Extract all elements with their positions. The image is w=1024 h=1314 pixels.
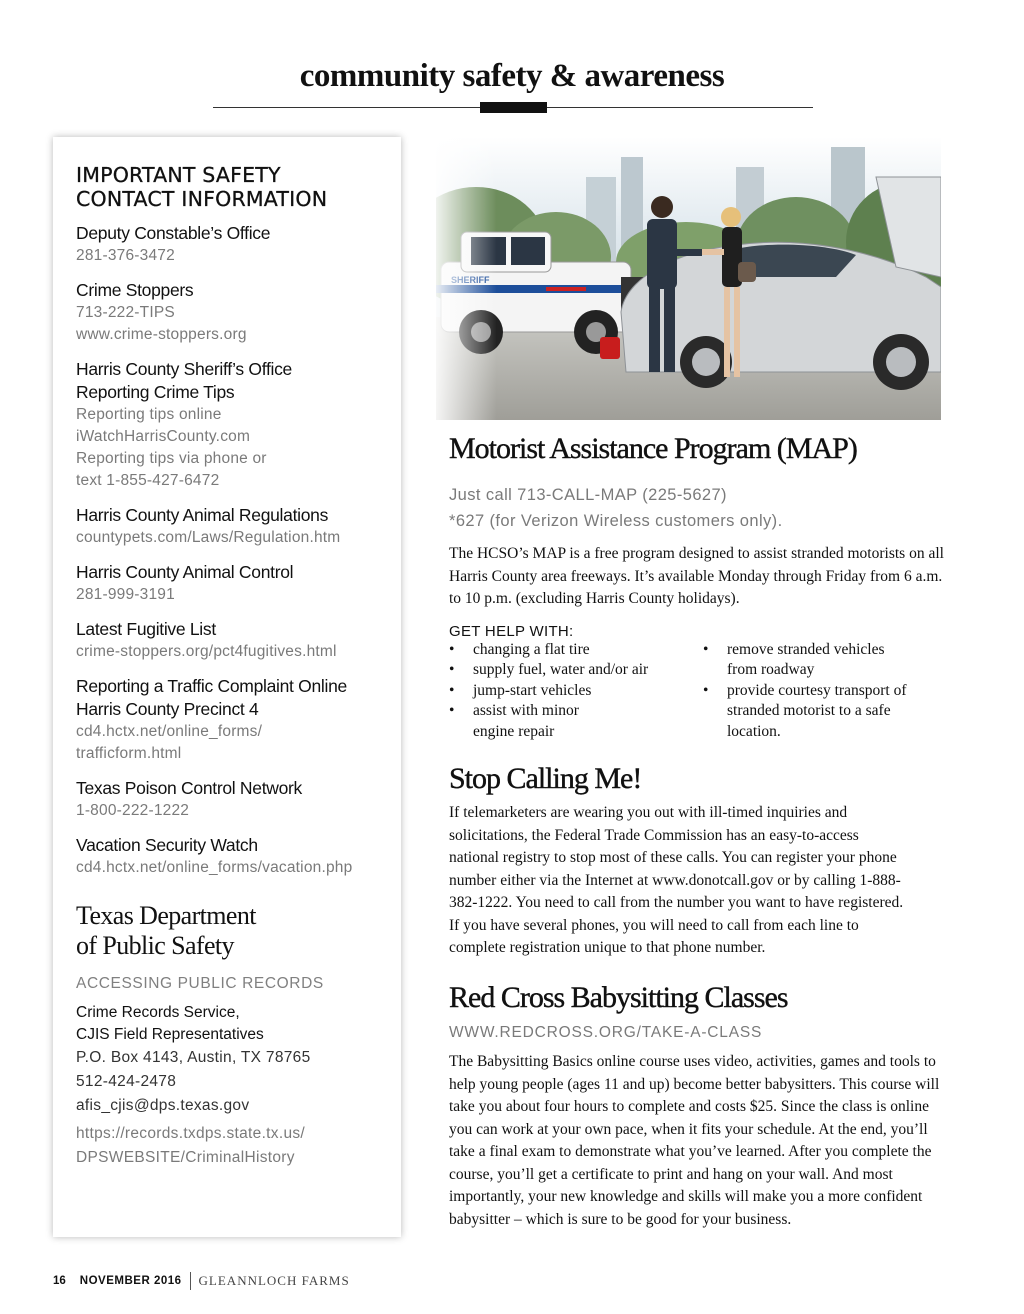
list-item: • changing a flat tire	[449, 640, 703, 661]
publication-name: GLEANNLOCH FARMS	[198, 1273, 350, 1288]
contact-title: Vacation Security Watch	[76, 835, 258, 855]
contact-title: Latest Fugitive List	[76, 619, 216, 639]
contact-phone: 1-800-222-1222	[76, 802, 190, 819]
map-body: The HCSO’s MAP is a free program designed to assist stranded motorists on all Harris County area freeways. It’s available Monday through Friday from 6 a.m. to 10 p.m. (excluding Harris County holidays).	[449, 545, 944, 607]
photo-illustration	[436, 137, 941, 420]
contact-fugitive-list	[76, 618, 379, 663]
sheriff-assist-photo	[436, 137, 941, 420]
contact-animal-regulations	[76, 504, 379, 549]
map-details	[449, 482, 944, 742]
dps-link-line2[interactable]: DPSWEBSITE/CriminalHistory	[76, 1149, 295, 1166]
contact-line: Reporting tips via phone or	[76, 450, 267, 467]
issue-month: NOVEMBER 2016	[79, 1275, 182, 1287]
footer-divider	[190, 1272, 191, 1290]
get-help-list-left	[449, 640, 703, 743]
contact-title: Reporting a Traffic Complaint Online	[76, 676, 347, 696]
map-verizon-line: *627 (for Verizon Wireless customers only).	[449, 512, 783, 530]
dps-bold-line2: CJIS Field Representatives	[76, 1026, 264, 1043]
stop-calling-section	[449, 762, 944, 960]
dps-phone: 512-424-2478	[76, 1073, 177, 1090]
map-section	[449, 432, 944, 466]
sidebar-heading-line1: IMPORTANT SAFETY	[76, 163, 281, 187]
contact-title: Harris County Animal Control	[76, 562, 294, 582]
contact-link[interactable]: cd4.hctx.net/online_forms/	[76, 723, 263, 740]
red-cross-section	[449, 981, 944, 1231]
contact-deputy-constable	[76, 222, 379, 267]
contact-subtitle: Harris County Precinct 4	[76, 699, 259, 719]
contact-phone: 281-999-3191	[76, 586, 175, 603]
sidebar-heading	[76, 163, 379, 211]
contact-phone: 713-222-TIPS	[76, 304, 175, 321]
contact-traffic-complaint	[76, 675, 379, 765]
contact-sheriff-office	[76, 358, 379, 492]
page-title: community safety & awareness	[299, 58, 725, 94]
dps-address: P.O. Box 4143, Austin, TX 78765	[76, 1049, 311, 1066]
contact-title: Texas Poison Control Network	[76, 778, 303, 798]
contact-link[interactable]: trafficform.html	[76, 745, 182, 762]
list-item: • remove stranded vehicles from roadway	[703, 640, 903, 681]
stop-calling-heading: Stop Calling Me!	[449, 762, 642, 795]
dps-heading-line1: Texas Department	[76, 901, 256, 930]
contact-phone: 281-376-3472	[76, 247, 175, 264]
contact-title: Deputy Constable’s Office	[76, 223, 271, 243]
contact-crime-stoppers	[76, 279, 379, 346]
page-number: 16	[53, 1275, 66, 1287]
sidebar-heading-line2: CONTACT INFORMATION	[76, 187, 328, 211]
red-cross-link[interactable]: WWW.REDCROSS.ORG/TAKE-A-CLASS	[449, 1024, 763, 1041]
contact-link[interactable]: crime-stoppers.org/pct4fugitives.html	[76, 643, 337, 660]
dps-heading-line2: of Public Safety	[76, 931, 234, 960]
contact-vacation-watch	[76, 834, 379, 879]
contact-poison-control	[76, 777, 379, 822]
contact-subtitle: Reporting Crime Tips	[76, 382, 235, 402]
contact-link[interactable]: cd4.hctx.net/online_forms/vacation.php	[76, 859, 353, 876]
safety-contacts-sidebar	[53, 137, 401, 1237]
contact-title: Crime Stoppers	[76, 280, 194, 300]
contact-line: Reporting tips online	[76, 406, 222, 423]
list-item: • jump-start vehicles	[449, 681, 703, 702]
contact-link[interactable]: iWatchHarrisCounty.com	[76, 428, 251, 445]
get-help-list-right	[703, 640, 923, 743]
header-rule-block	[480, 102, 547, 113]
get-help-list	[449, 640, 944, 743]
contact-link[interactable]: countypets.com/Laws/Regulation.htm	[76, 529, 341, 546]
contact-title: Harris County Sheriff’s Office	[76, 359, 292, 379]
list-item: • supply fuel, water and/or air	[449, 660, 703, 681]
dps-subtitle: ACCESSING PUBLIC RECORDS	[76, 975, 324, 992]
page-header	[0, 58, 1024, 95]
stop-calling-body: If telemarketers are wearing you out with ill-timed inquiries and solicitations, the Federal Trade Commission has an easy-to-access national registry to stop most of these calls. You can register your phone number either via the Internet at www.donotcall.gov or by calling 1-888-382-1222. You need to call from the number you want to have registered. If you have several phones, you will need to call from each line to complete registration unique to that phone number.	[449, 804, 904, 956]
map-heading: Motorist Assistance Program (MAP)	[449, 432, 857, 465]
red-cross-body: The Babysitting Basics online course uses video, activities, games and tools to help young people (ages 11 and up) become better babysitters. This course will take you about four hours to complete and costs $25. Since the class is online you can work at your own pace, when it fits your schedule. At the end, you’ll take a final exam to demonstrate what you’ve learned. After you complete the course, you’ll get a certificate to print and hang on your wall. And most importantly, your new knowledge and skills will make you a more confident babysitter – which is sure to be good for your business.	[449, 1053, 940, 1228]
get-help-heading: GET HELP WITH:	[449, 622, 574, 640]
dps-heading	[76, 901, 379, 961]
dps-bold-line1: Crime Records Service,	[76, 1004, 240, 1021]
dps-link-line1[interactable]: https://records.txdps.state.tx.us/	[76, 1125, 306, 1142]
contact-animal-control	[76, 561, 379, 606]
list-item: • assist with minor engine repair	[449, 701, 619, 742]
contact-link[interactable]: www.crime-stoppers.org	[76, 326, 247, 343]
contact-line: text 1-855-427-6472	[76, 472, 220, 489]
contact-title: Harris County Animal Regulations	[76, 505, 329, 525]
page-footer	[53, 1272, 350, 1290]
list-item: • provide courtesy transport of stranded motorist to a safe location.	[703, 681, 913, 743]
red-cross-heading: Red Cross Babysitting Classes	[449, 981, 788, 1014]
map-phone-line: Just call 713-CALL-MAP (225-5627)	[449, 486, 727, 504]
dps-email[interactable]: afis_cjis@dps.texas.gov	[76, 1097, 250, 1114]
